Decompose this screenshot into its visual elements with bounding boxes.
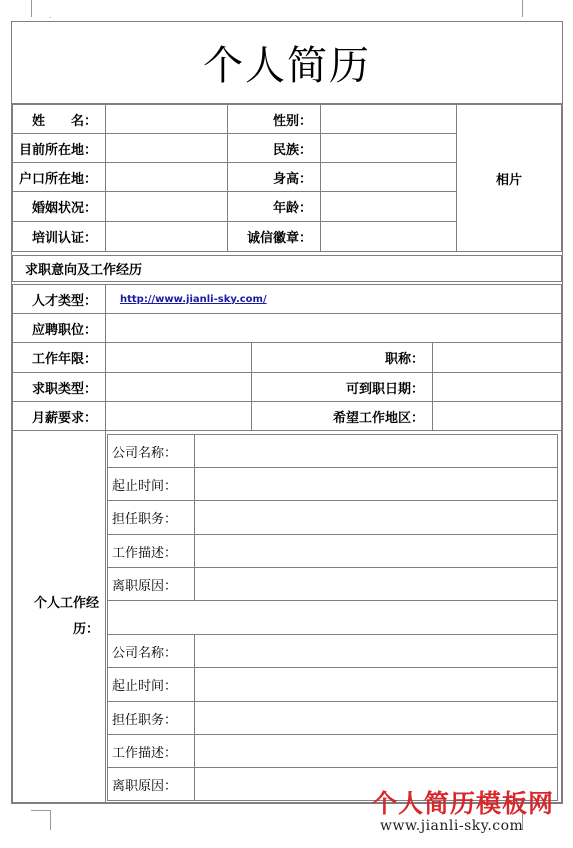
region-field[interactable] bbox=[432, 401, 562, 431]
name-field[interactable] bbox=[105, 104, 228, 134]
corner-mark-top-left bbox=[31, 0, 32, 17]
period-field[interactable] bbox=[194, 667, 558, 702]
job-title-label: 职称： bbox=[251, 342, 433, 373]
age-label: 年龄： bbox=[227, 191, 321, 222]
leave-reason-label: 离职原因： bbox=[107, 567, 195, 601]
description-field[interactable] bbox=[194, 534, 558, 568]
gender-label: 性别： bbox=[227, 104, 321, 134]
job-title-field[interactable] bbox=[432, 342, 562, 373]
period-field[interactable] bbox=[194, 467, 558, 501]
company-field[interactable] bbox=[194, 434, 558, 468]
gender-field[interactable] bbox=[320, 104, 457, 134]
leave-reason-label: 离职原因： bbox=[107, 767, 195, 801]
salary-label: 月薪要求： bbox=[12, 401, 106, 431]
marital-label: 婚姻状况： bbox=[12, 191, 106, 222]
position-field[interactable] bbox=[105, 313, 562, 343]
resume-title: 个人简历 bbox=[12, 22, 562, 104]
section-heading-job-intent: 求职意向及工作经历 bbox=[12, 255, 562, 282]
training-field[interactable] bbox=[105, 221, 228, 252]
period-label: 起止时间： bbox=[107, 667, 195, 702]
work-years-label: 工作年限： bbox=[12, 342, 106, 373]
available-date-label: 可到职日期： bbox=[251, 372, 433, 402]
job-type-label: 求职类型： bbox=[12, 372, 106, 402]
entry-separator bbox=[107, 600, 558, 635]
company-label: 公司名称： bbox=[107, 634, 195, 668]
company-label: 公司名称： bbox=[107, 434, 195, 468]
corner-mark-top-right bbox=[522, 0, 523, 17]
location-field[interactable] bbox=[105, 133, 228, 163]
role-label: 担任职务： bbox=[107, 701, 195, 735]
description-label: 工作描述： bbox=[107, 534, 195, 568]
age-field[interactable] bbox=[320, 191, 457, 222]
website-link[interactable]: http://www.jianli-sky.com/ bbox=[120, 293, 267, 305]
marital-field[interactable] bbox=[105, 191, 228, 222]
name-label: 姓 名： bbox=[12, 104, 106, 134]
experience-label-cell bbox=[12, 430, 106, 803]
integrity-field[interactable] bbox=[320, 221, 457, 252]
watermark-url: www.jianli-sky.com bbox=[380, 818, 524, 834]
region-label: 希望工作地区： bbox=[251, 401, 433, 431]
job-type-field[interactable] bbox=[105, 372, 252, 402]
corner-mark-top-left-h bbox=[50, 17, 51, 18]
position-label: 应聘职位： bbox=[12, 313, 106, 343]
hukou-field[interactable] bbox=[105, 162, 228, 192]
watermark-title: 个人简历模板网 bbox=[372, 789, 555, 818]
photo-box[interactable]: 相片 bbox=[456, 104, 562, 252]
resume-document bbox=[11, 21, 563, 804]
talent-type-field[interactable] bbox=[105, 284, 562, 314]
period-label: 起止时间： bbox=[107, 467, 195, 501]
role-field[interactable] bbox=[194, 701, 558, 735]
ethnicity-label: 民族： bbox=[227, 133, 321, 163]
height-field[interactable] bbox=[320, 162, 457, 192]
description-label: 工作描述： bbox=[107, 734, 195, 768]
company-field[interactable] bbox=[194, 634, 558, 668]
hukou-label: 户口所在地： bbox=[12, 162, 106, 192]
leave-reason-field[interactable] bbox=[194, 567, 558, 601]
training-label: 培训认证： bbox=[12, 221, 106, 252]
salary-field[interactable] bbox=[105, 401, 252, 431]
available-date-field[interactable] bbox=[432, 372, 562, 402]
integrity-label: 诚信徽章： bbox=[227, 221, 321, 252]
description-field[interactable] bbox=[194, 734, 558, 768]
role-field[interactable] bbox=[194, 500, 558, 535]
corner-mark-bottom-left bbox=[31, 810, 51, 811]
location-label: 目前所在地： bbox=[12, 133, 106, 163]
corner-mark-bottom-left-v bbox=[50, 810, 51, 830]
height-label: 身高： bbox=[227, 162, 321, 192]
work-years-field[interactable] bbox=[105, 342, 252, 373]
ethnicity-field[interactable] bbox=[320, 133, 457, 163]
experience-label: 个人工作经历： bbox=[33, 595, 99, 637]
talent-type-label: 人才类型： bbox=[12, 284, 106, 314]
role-label: 担任职务： bbox=[107, 500, 195, 535]
